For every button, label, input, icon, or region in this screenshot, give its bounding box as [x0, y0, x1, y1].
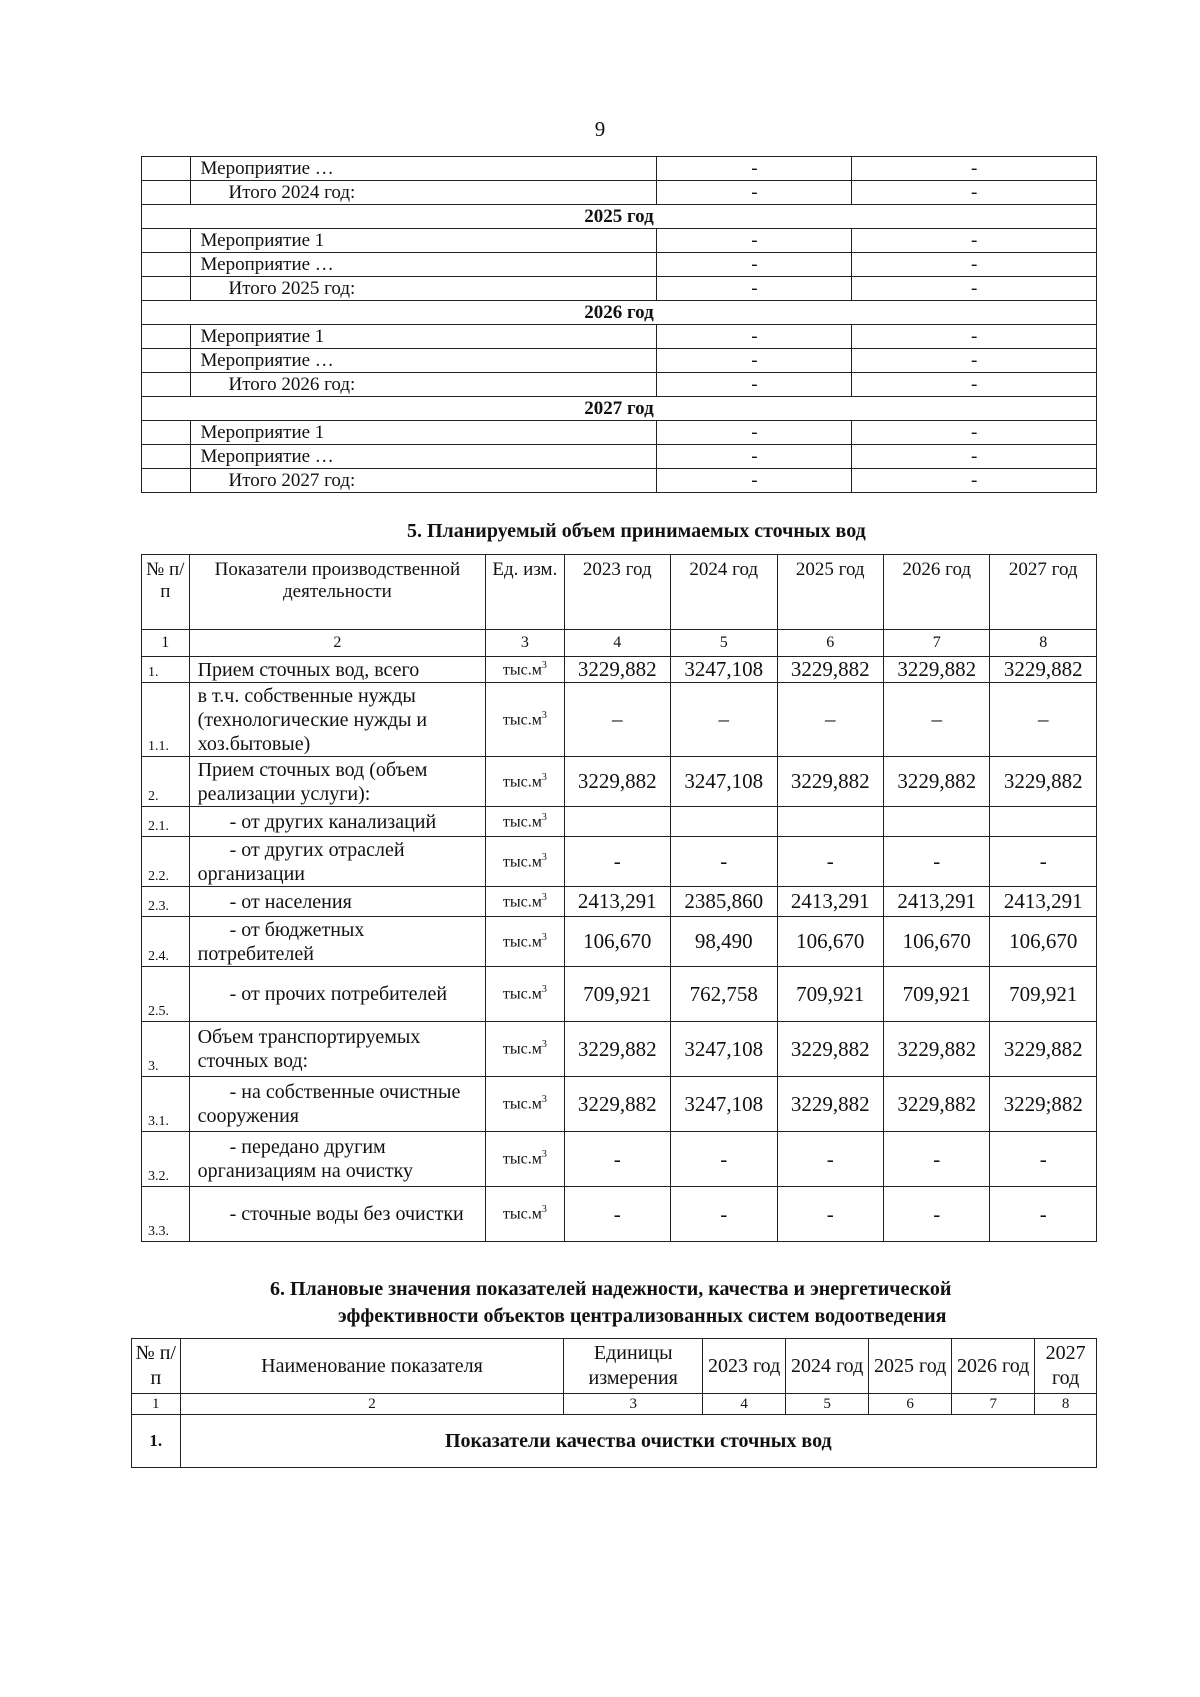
- value-cell: 3229,882: [990, 1022, 1097, 1077]
- row-number: 3.: [142, 1022, 190, 1077]
- table-row: [142, 757, 1097, 807]
- row-number: 1.: [132, 1415, 181, 1468]
- value-cell: –: [564, 683, 670, 757]
- table-row: [142, 1077, 1097, 1132]
- table-row: [142, 657, 1097, 683]
- event-name: Итого 2024 год:: [190, 181, 657, 205]
- value-cell: 3229,882: [883, 1022, 989, 1077]
- table-row: [142, 157, 1097, 181]
- indicator-name: [189, 1187, 486, 1242]
- value-cell: -: [657, 229, 852, 253]
- column-number: 5: [671, 630, 777, 657]
- indicator-name: [189, 1132, 486, 1187]
- unit-superscript: 3: [541, 1039, 547, 1051]
- value-cell: 106,670: [990, 917, 1097, 967]
- value-cell: -: [671, 1187, 777, 1242]
- value-cell: -: [777, 1187, 883, 1242]
- unit-superscript: 3: [541, 659, 547, 671]
- wastewater-volume-table: [141, 554, 1097, 1242]
- value-cell: -: [852, 277, 1097, 301]
- value-cell: 3247,108: [671, 657, 777, 683]
- value-cell: 3229,882: [564, 1077, 670, 1132]
- unit-text: тыс.м: [502, 813, 542, 831]
- event-name: Итого 2026 год:: [190, 373, 657, 397]
- value-cell: [671, 807, 777, 837]
- year-header-row: [142, 397, 1097, 421]
- empty-cell: [142, 349, 191, 373]
- value-cell: [990, 807, 1097, 837]
- value-cell: 2413,291: [883, 887, 989, 917]
- value-cell: -: [852, 349, 1097, 373]
- empty-cell: [142, 253, 191, 277]
- column-number: 6: [869, 1394, 952, 1415]
- unit-text: тыс.м: [502, 711, 542, 729]
- value-cell: -: [657, 349, 852, 373]
- section-6-title-line-1: 6. Плановые значения показателей надежности, качества и энергетической: [270, 1278, 952, 1300]
- value-cell: 3247,108: [671, 1077, 777, 1132]
- header-cell: 2027 год: [990, 555, 1097, 630]
- value-cell: 106,670: [883, 917, 989, 967]
- value-cell: 3229,882: [777, 1022, 883, 1077]
- unit-text: тыс.м: [502, 893, 542, 911]
- unit-cell: [486, 807, 564, 837]
- row-number: 3.2.: [142, 1132, 190, 1187]
- column-number: 2: [189, 630, 486, 657]
- page-number: 9: [594, 117, 606, 141]
- header-cell: № п/п: [142, 555, 190, 630]
- indicator-name: Прием сточных вод (объем реализации услуги):: [189, 757, 486, 807]
- empty-cell: [142, 325, 191, 349]
- table-row: [142, 253, 1097, 277]
- unit-cell: [486, 1132, 564, 1187]
- value-cell: -: [657, 445, 852, 469]
- row-number: 2.4.: [142, 917, 190, 967]
- value-cell: -: [657, 277, 852, 301]
- indicator-name: [189, 807, 486, 837]
- value-cell: -: [852, 325, 1097, 349]
- header-cell: 2026 год: [883, 555, 989, 630]
- value-cell: 3229,882: [883, 657, 989, 683]
- value-cell: 106,670: [777, 917, 883, 967]
- section-label: Показатели качества очистки сточных вод: [180, 1415, 1096, 1468]
- column-number: 4: [703, 1394, 786, 1415]
- value-cell: 3247,108: [671, 1022, 777, 1077]
- table-row: [142, 349, 1097, 373]
- unit-text: тыс.м: [502, 933, 542, 951]
- empty-cell: [142, 421, 191, 445]
- indicator-name: в т.ч. собственные нужды (технологические нужды и хоз.бытовые): [189, 683, 486, 757]
- unit-cell: [486, 917, 564, 967]
- column-number: 7: [883, 630, 989, 657]
- unit-text: тыс.м: [502, 853, 542, 871]
- table-row: [142, 683, 1097, 757]
- row-number: 2.1.: [142, 807, 190, 837]
- table-row: [142, 277, 1097, 301]
- unit-cell: [486, 657, 564, 683]
- value-cell: -: [657, 253, 852, 277]
- value-cell: 709,921: [564, 967, 670, 1022]
- table-header-row: [132, 1339, 1097, 1394]
- row-number: 1.: [142, 657, 190, 683]
- table-row: [142, 1022, 1097, 1077]
- year-label: 2025 год: [142, 205, 1097, 229]
- table-row: [142, 469, 1097, 493]
- unit-cell: [486, 1022, 564, 1077]
- empty-cell: [142, 181, 191, 205]
- value-cell: -: [657, 325, 852, 349]
- value-cell: 3247,108: [671, 757, 777, 807]
- header-cell: 2023 год: [703, 1339, 786, 1394]
- indicator-name-text: - от других канализаций: [229, 810, 437, 833]
- column-number: 2: [180, 1394, 564, 1415]
- empty-cell: [142, 445, 191, 469]
- value-cell: -: [777, 837, 883, 887]
- value-cell: 2413,291: [990, 887, 1097, 917]
- value-cell: -: [852, 181, 1097, 205]
- header-cell: 2025 год: [777, 555, 883, 630]
- row-number: 2.: [142, 757, 190, 807]
- value-cell: -: [657, 181, 852, 205]
- empty-cell: [142, 277, 191, 301]
- value-cell: 3229,882: [777, 657, 883, 683]
- header-cell: 2025 год: [869, 1339, 952, 1394]
- row-number: 3.1.: [142, 1077, 190, 1132]
- value-cell: -: [564, 837, 670, 887]
- section-row: [132, 1415, 1097, 1468]
- indicator-name: [189, 1077, 486, 1132]
- value-cell: 709,921: [990, 967, 1097, 1022]
- value-cell: -: [883, 1132, 989, 1187]
- table-row: [142, 917, 1097, 967]
- row-number: 1.1.: [142, 683, 190, 757]
- year-label: 2026 год: [142, 301, 1097, 325]
- value-cell: 3229,882: [990, 657, 1097, 683]
- value-cell: -: [852, 253, 1097, 277]
- unit-text: тыс.м: [502, 1095, 542, 1113]
- indicator-name-text: - передано другим организациям на очистку: [197, 1136, 414, 1182]
- value-cell: -: [852, 421, 1097, 445]
- value-cell: 762,758: [671, 967, 777, 1022]
- unit-superscript: 3: [541, 851, 547, 863]
- value-cell: -: [852, 229, 1097, 253]
- event-name: Мероприятие …: [190, 157, 657, 181]
- value-cell: -: [657, 421, 852, 445]
- unit-cell: [486, 757, 564, 807]
- header-cell: Единицы измерения: [564, 1339, 703, 1394]
- unit-superscript: 3: [541, 1149, 547, 1161]
- row-number: 3.3.: [142, 1187, 190, 1242]
- table-row: [142, 807, 1097, 837]
- value-cell: 2385,860: [671, 887, 777, 917]
- value-cell: 3229;882: [990, 1077, 1097, 1132]
- empty-cell: [142, 229, 191, 253]
- value-cell: -: [671, 837, 777, 887]
- table-row: [142, 181, 1097, 205]
- unit-cell: [486, 887, 564, 917]
- indicator-name: Прием сточных вод, всего: [189, 657, 486, 683]
- header-cell: № п/п: [132, 1339, 181, 1394]
- value-cell: -: [564, 1132, 670, 1187]
- value-cell: -: [564, 1187, 670, 1242]
- value-cell: -: [990, 1187, 1097, 1242]
- value-cell: 3229,882: [883, 1077, 989, 1132]
- unit-superscript: 3: [541, 891, 547, 903]
- indicator-name: [189, 887, 486, 917]
- value-cell: 2413,291: [564, 887, 670, 917]
- indicator-name-text: - на собственные очистные сооружения: [197, 1081, 461, 1127]
- table-row: [142, 1187, 1097, 1242]
- value-cell: -: [657, 157, 852, 181]
- table-row: [142, 967, 1097, 1022]
- event-name: Мероприятие …: [190, 253, 657, 277]
- table-row: [142, 887, 1097, 917]
- header-cell: Ед. изм.: [486, 555, 564, 630]
- value-cell: 2413,291: [777, 887, 883, 917]
- header-cell: 2024 год: [786, 1339, 869, 1394]
- value-cell: 709,921: [777, 967, 883, 1022]
- value-cell: -: [852, 445, 1097, 469]
- value-cell: 3229,882: [990, 757, 1097, 807]
- value-cell: –: [671, 683, 777, 757]
- event-name: Итого 2025 год:: [190, 277, 657, 301]
- event-name: Мероприятие …: [190, 349, 657, 373]
- indicator-name-text: - от населения: [229, 890, 352, 913]
- header-cell: 2023 год: [564, 555, 670, 630]
- row-number: 2.3.: [142, 887, 190, 917]
- value-cell: [883, 807, 989, 837]
- unit-superscript: 3: [541, 1204, 547, 1216]
- value-cell: 106,670: [564, 917, 670, 967]
- year-header-row: [142, 205, 1097, 229]
- column-number-row: [132, 1394, 1097, 1415]
- value-cell: -: [883, 837, 989, 887]
- table-row: [142, 837, 1097, 887]
- value-cell: [564, 807, 670, 837]
- empty-cell: [142, 373, 191, 397]
- column-number: 3: [564, 1394, 703, 1415]
- year-label: 2027 год: [142, 397, 1097, 421]
- indicator-name-text: - от бюджетных потребителей: [197, 918, 365, 965]
- unit-superscript: 3: [541, 1094, 547, 1106]
- unit-superscript: 3: [541, 811, 547, 823]
- header-cell: Показатели производственной деятельности: [189, 555, 486, 630]
- row-number: 2.2.: [142, 837, 190, 887]
- event-name: Мероприятие …: [190, 445, 657, 469]
- year-header-row: [142, 301, 1097, 325]
- unit-text: тыс.м: [502, 1150, 542, 1168]
- value-cell: -: [657, 469, 852, 493]
- unit-text: тыс.м: [502, 1205, 542, 1223]
- header-cell: 2026 год: [952, 1339, 1035, 1394]
- unit-text: тыс.м: [502, 773, 542, 791]
- unit-text: тыс.м: [502, 661, 542, 679]
- value-cell: -: [852, 469, 1097, 493]
- value-cell: 3229,882: [564, 757, 670, 807]
- column-number: 6: [777, 630, 883, 657]
- value-cell: –: [990, 683, 1097, 757]
- unit-superscript: 3: [541, 931, 547, 943]
- indicator-name-text: - от других отраслей организации: [197, 838, 405, 885]
- value-cell: -: [852, 157, 1097, 181]
- column-number: 8: [990, 630, 1097, 657]
- value-cell: 3229,882: [564, 657, 670, 683]
- event-name: Итого 2027 год:: [190, 469, 657, 493]
- empty-cell: [142, 157, 191, 181]
- unit-superscript: 3: [541, 771, 547, 783]
- unit-cell: [486, 1077, 564, 1132]
- value-cell: -: [671, 1132, 777, 1187]
- table-header-row: [142, 555, 1097, 630]
- table-row: [142, 325, 1097, 349]
- unit-superscript: 3: [541, 709, 547, 721]
- value-cell: 3229,882: [564, 1022, 670, 1077]
- value-cell: -: [990, 1132, 1097, 1187]
- value-cell: 3229,882: [883, 757, 989, 807]
- event-name: Мероприятие 1: [190, 325, 657, 349]
- value-cell: -: [852, 373, 1097, 397]
- table-row: [142, 373, 1097, 397]
- unit-cell: [486, 1187, 564, 1242]
- value-cell: –: [883, 683, 989, 757]
- value-cell: -: [990, 837, 1097, 887]
- unit-text: тыс.м: [502, 985, 542, 1003]
- value-cell: -: [777, 1132, 883, 1187]
- column-number: 3: [486, 630, 564, 657]
- unit-cell: [486, 683, 564, 757]
- indicators-table: [131, 1338, 1097, 1468]
- value-cell: -: [883, 1187, 989, 1242]
- unit-text: тыс.м: [502, 1040, 542, 1058]
- event-name: Мероприятие 1: [190, 421, 657, 445]
- table-row: [142, 229, 1097, 253]
- table-row: [142, 445, 1097, 469]
- indicator-name: [189, 917, 486, 967]
- column-number: 4: [564, 630, 670, 657]
- column-number: 1: [142, 630, 190, 657]
- column-number: 5: [786, 1394, 869, 1415]
- value-cell: 3229,882: [777, 1077, 883, 1132]
- header-cell: 2024 год: [671, 555, 777, 630]
- empty-cell: [142, 469, 191, 493]
- value-cell: –: [777, 683, 883, 757]
- value-cell: 3229,882: [777, 757, 883, 807]
- value-cell: 98,490: [671, 917, 777, 967]
- value-cell: 709,921: [883, 967, 989, 1022]
- indicator-name: [189, 967, 486, 1022]
- column-number: 8: [1035, 1394, 1097, 1415]
- event-name: Мероприятие 1: [190, 229, 657, 253]
- indicator-name-text: - от прочих потребителей: [229, 983, 448, 1005]
- table-row: [142, 1132, 1097, 1187]
- indicator-name: Объем транспортируемых сточных вод:: [189, 1022, 486, 1077]
- unit-cell: [486, 967, 564, 1022]
- section-5-title: 5. Планируемый объем принимаемых сточных вод: [407, 520, 866, 542]
- section-6-title-line-2: эффективности объектов централизованных систем водоотведения: [338, 1305, 947, 1327]
- indicator-name-text: - сточные воды без очистки: [229, 1203, 464, 1225]
- value-cell: [777, 807, 883, 837]
- header-cell: 2027 год: [1035, 1339, 1097, 1394]
- unit-superscript: 3: [541, 984, 547, 996]
- header-cell: Наименование показателя: [180, 1339, 564, 1394]
- column-number-row: [142, 630, 1097, 657]
- indicator-name: [189, 837, 486, 887]
- value-cell: -: [657, 373, 852, 397]
- unit-cell: [486, 837, 564, 887]
- column-number: 1: [132, 1394, 181, 1415]
- table-row: [142, 421, 1097, 445]
- events-table: [141, 156, 1097, 493]
- row-number: 2.5.: [142, 967, 190, 1022]
- column-number: 7: [952, 1394, 1035, 1415]
